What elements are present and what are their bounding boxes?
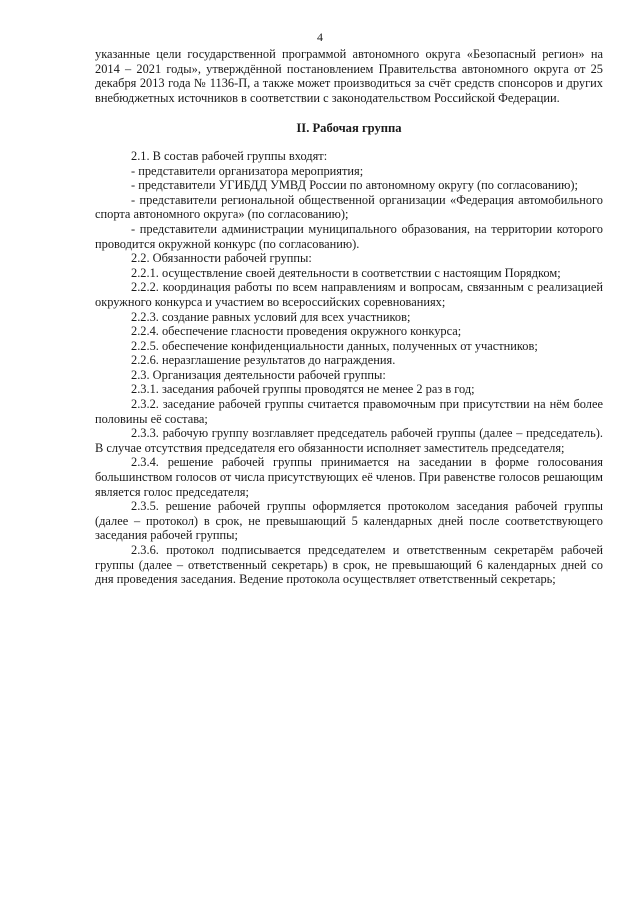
paragraph-2-3-3: 2.3.3. рабочую группу возглавляет председатель рабочей группы (далее – председатель). В случае отсутствия председателя его обязанности исполняет заместитель председателя; [95, 426, 603, 455]
paragraph-federation-reps: - представители региональной общественной организации «Федерация автомобильного спорта автономного округа» (по согласованию); [95, 192, 603, 222]
paragraph-municipal-reps: - представители администрации муниципального образования, на территории которого проводится окружной конкурс (по согласованию). [95, 221, 603, 251]
document-body [95, 47, 603, 587]
paragraph-2-2-6: 2.2.6. неразглашение результатов до награждения. [131, 353, 396, 368]
paragraph-2-3-2: 2.3.2. заседание рабочей группы считается правомочным при присутствии на нём более половины её состава; [95, 397, 603, 426]
section-heading: II. Рабочая группа [296, 121, 402, 136]
paragraph-2-2-5: 2.2.5. обеспечение конфиденциальности данных, полученных от участников; [131, 338, 538, 353]
paragraph-2-2-3: 2.2.3. создание равных условий для всех участников; [131, 309, 411, 324]
paragraph-2-2: 2.2. Обязанности рабочей группы: [131, 251, 312, 266]
paragraph-2-3-4: 2.3.4. решение рабочей группы принимается на заседании в форме голосования большинством голосов от числа присутствующих её членов. При равенстве голосов решающим является голос председателя; [95, 455, 603, 499]
paragraph-2-3: 2.3. Организация деятельности рабочей группы: [131, 367, 386, 382]
paragraph-organizer-reps: - представители организатора мероприятия; [131, 163, 364, 178]
paragraph-2-2-4: 2.2.4. обеспечение гласности проведения окружного конкурса; [131, 324, 462, 339]
paragraph-ugibdd-reps: - представители УГИБДД УМВД России по автономному округу (по согласованию); [131, 178, 578, 193]
paragraph-2-3-1: 2.3.1. заседания рабочей группы проводятся не менее 2 раз в год; [131, 382, 475, 397]
intro-paragraph: указанные цели государственной программой автономного округа «Безопасный регион» на 2014 – 2021 годы», утверждённой постановлением Правительства автономного округа от 25 декабря 2013 года № 1136-П, а также может производиться за счёт средств спонсоров и других внебюджетных источников в соответствии с законодательством Российской Федерации. [95, 47, 603, 105]
page-number: 4 [317, 30, 323, 44]
paragraph-2-3-6: 2.3.6. протокол подписывается председателем и ответственным секретарём рабочей группы (далее – ответственный секретарь) в срок, не превышающий 6 календарных дней со дня проведения заседания. Ведение протокола осуществляет ответственный секретарь; [95, 543, 603, 587]
paragraph-2-1: 2.1. В состав рабочей группы входят: [131, 148, 328, 163]
paragraph-2-2-2: 2.2.2. координация работы по всем направлениям и вопросам, связанным с реализацией окружного конкурса и участием во всероссийских соревнованиях; [95, 280, 603, 309]
paragraph-2-2-1: 2.2.1. осуществление своей деятельности в соответствии с настоящим Порядком; [131, 265, 561, 280]
paragraph-2-3-5: 2.3.5. решение рабочей группы оформляется протоколом заседания рабочей группы (далее – протокол) в срок, не превышающий 5 календарных дней после соответствующего заседания рабочей группы; [95, 499, 603, 543]
